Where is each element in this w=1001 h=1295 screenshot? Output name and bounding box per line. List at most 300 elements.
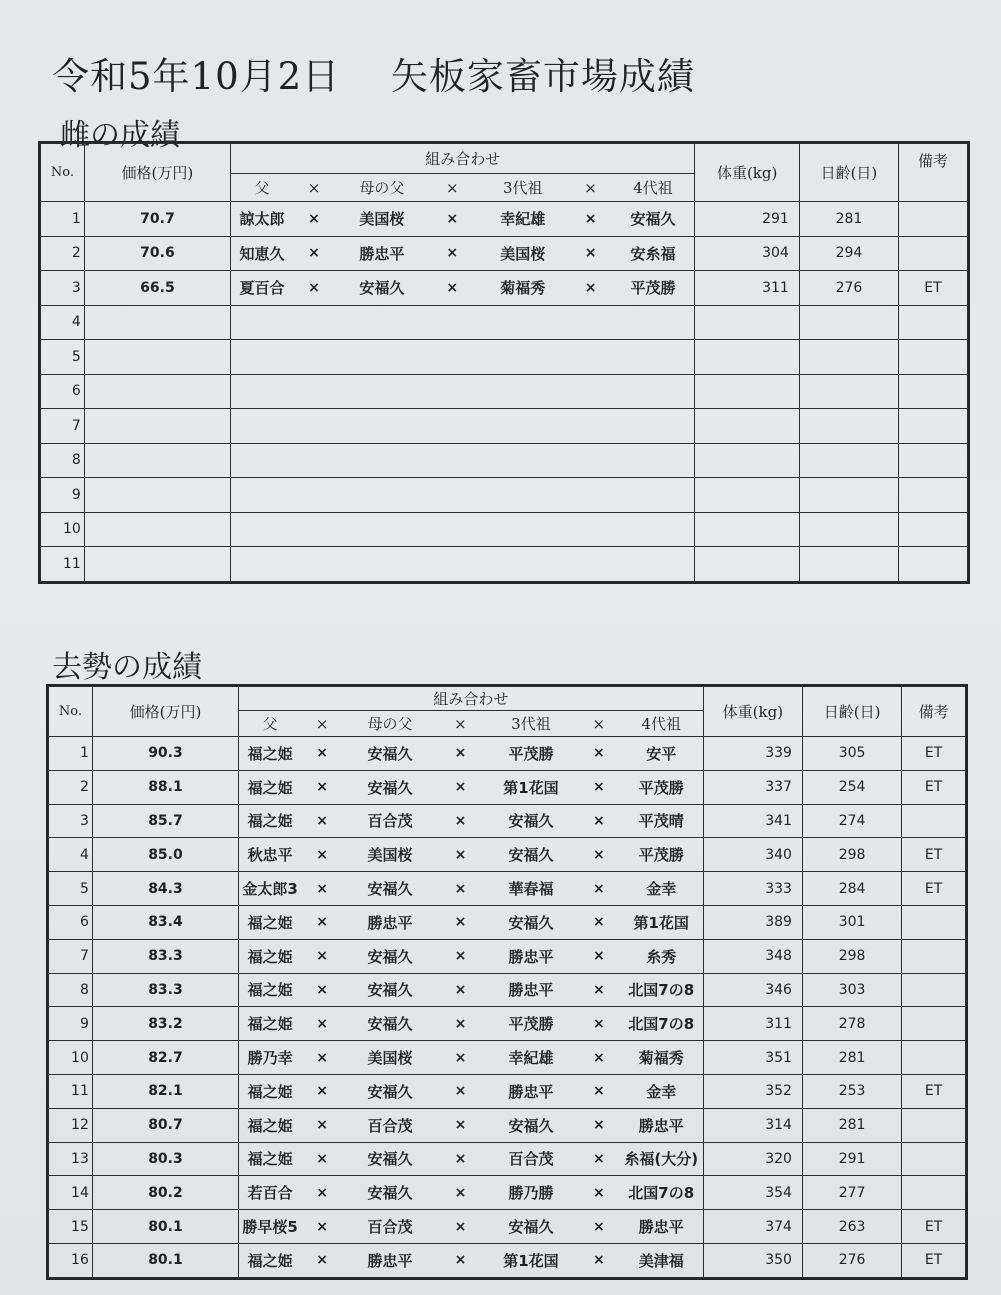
times-sign	[570, 340, 612, 375]
times-sign: ×	[301, 737, 343, 771]
remarks-cell: ET	[902, 838, 966, 872]
fourth-ancestor-cell	[611, 478, 695, 513]
age-cell	[799, 443, 898, 478]
table-row	[49, 1176, 966, 1210]
header-price: 価格(万円)	[92, 687, 238, 737]
remarks-cell	[899, 374, 968, 409]
age-cell: 298	[802, 838, 901, 872]
row-number: 6	[49, 905, 93, 939]
times-sign: ×	[578, 804, 620, 838]
weight-cell: 314	[703, 1108, 802, 1142]
times-sign	[570, 478, 612, 513]
times-sign: ×	[293, 202, 335, 237]
fourth-ancestor-cell: 北国7の8	[620, 1176, 704, 1210]
header-mothers-father: 母の父	[335, 174, 429, 202]
age-cell: 281	[802, 1108, 901, 1142]
price-cell: 80.1	[92, 1210, 238, 1244]
age-cell: 298	[802, 939, 901, 973]
weight-cell	[695, 478, 799, 513]
father-cell: 福之姫	[239, 1074, 302, 1108]
father-cell: 若百合	[239, 1176, 302, 1210]
age-cell: 277	[802, 1176, 901, 1210]
price-cell	[84, 409, 230, 444]
header-age: 日齢(日)	[799, 144, 898, 202]
third-ancestor-cell	[476, 547, 570, 582]
table-row	[49, 939, 966, 973]
times-sign	[570, 547, 612, 582]
weight-cell: 304	[695, 236, 799, 271]
female-section-title: 雌の成績	[60, 118, 180, 153]
times-sign: ×	[578, 973, 620, 1007]
third-ancestor-cell: 平茂勝	[484, 737, 578, 771]
times-sign: ×	[301, 838, 343, 872]
price-cell	[84, 305, 230, 340]
father-cell: 夏百合	[230, 271, 293, 306]
table-row	[41, 340, 968, 375]
third-ancestor-cell: 幸紀雄	[476, 202, 570, 237]
times-sign: ×	[301, 939, 343, 973]
father-cell	[230, 443, 293, 478]
price-cell: 80.1	[92, 1243, 238, 1277]
fourth-ancestor-cell	[611, 374, 695, 409]
times-sign: ×	[301, 973, 343, 1007]
third-ancestor-cell	[476, 409, 570, 444]
table-row	[49, 872, 966, 906]
times-sign	[293, 512, 335, 547]
mothers-father-cell: 美国桜	[343, 1041, 437, 1075]
header-remarks: 備考	[902, 687, 966, 737]
times-sign: ×	[578, 770, 620, 804]
table-row	[49, 1041, 966, 1075]
remarks-cell	[899, 340, 968, 375]
age-cell	[799, 547, 898, 582]
times-sign: ×	[301, 804, 343, 838]
price-cell	[84, 547, 230, 582]
price-cell: 88.1	[92, 770, 238, 804]
mothers-father-cell	[335, 340, 429, 375]
fourth-ancestor-cell: 北国7の8	[620, 1007, 704, 1041]
times-sign: ×	[437, 770, 484, 804]
table-row	[41, 305, 968, 340]
times-sign: ×	[301, 1142, 343, 1176]
remarks-cell: ET	[902, 872, 966, 906]
table-row	[41, 236, 968, 271]
weight-cell: 352	[703, 1074, 802, 1108]
times-sign	[293, 547, 335, 582]
table-row	[49, 1142, 966, 1176]
weight-cell	[695, 340, 799, 375]
table-row	[41, 547, 968, 582]
row-number: 11	[49, 1074, 93, 1108]
weight-cell	[695, 409, 799, 444]
fourth-ancestor-cell: 平茂勝	[620, 770, 704, 804]
father-cell: 知恵久	[230, 236, 293, 271]
age-cell	[799, 409, 898, 444]
age-cell: 281	[802, 1041, 901, 1075]
father-cell	[230, 512, 293, 547]
mothers-father-cell: 百合茂	[343, 1108, 437, 1142]
weight-cell: 337	[703, 770, 802, 804]
mothers-father-cell: 安福久	[343, 939, 437, 973]
header-times: ×	[301, 711, 343, 737]
row-number: 12	[49, 1108, 93, 1142]
times-sign	[293, 305, 335, 340]
third-ancestor-cell: 安福久	[484, 804, 578, 838]
fourth-ancestor-cell: 安糸福	[611, 236, 695, 271]
price-cell: 82.7	[92, 1041, 238, 1075]
mothers-father-cell	[335, 305, 429, 340]
age-cell	[799, 478, 898, 513]
times-sign	[570, 512, 612, 547]
weight-cell: 374	[703, 1210, 802, 1244]
times-sign	[429, 478, 476, 513]
weight-cell: 291	[695, 202, 799, 237]
row-number: 4	[49, 838, 93, 872]
third-ancestor-cell: 菊福秀	[476, 271, 570, 306]
remarks-cell	[899, 305, 968, 340]
age-cell: 303	[802, 973, 901, 1007]
age-cell: 263	[802, 1210, 901, 1244]
price-cell	[84, 340, 230, 375]
remarks-cell	[902, 1007, 966, 1041]
remarks-cell	[902, 1041, 966, 1075]
father-cell: 福之姫	[239, 770, 302, 804]
price-cell: 83.3	[92, 939, 238, 973]
steer-results-table	[48, 686, 966, 1278]
times-sign	[429, 305, 476, 340]
father-cell: 勝乃幸	[239, 1041, 302, 1075]
father-cell: 福之姫	[239, 737, 302, 771]
times-sign: ×	[578, 1243, 620, 1277]
third-ancestor-cell: 第1花国	[484, 1243, 578, 1277]
weight-cell	[695, 374, 799, 409]
remarks-cell	[902, 804, 966, 838]
fourth-ancestor-cell: 平茂勝	[611, 271, 695, 306]
remarks-cell: ET	[902, 770, 966, 804]
row-number: 1	[49, 737, 93, 771]
mothers-father-cell	[335, 443, 429, 478]
row-number: 15	[49, 1210, 93, 1244]
remarks-cell	[899, 202, 968, 237]
times-sign: ×	[429, 202, 476, 237]
mothers-father-cell: 安福久	[343, 1142, 437, 1176]
times-sign	[293, 340, 335, 375]
father-cell: 秋忠平	[239, 838, 302, 872]
row-number: 2	[41, 236, 85, 271]
mothers-father-cell: 美国桜	[335, 202, 429, 237]
row-number: 7	[49, 939, 93, 973]
father-cell	[230, 305, 293, 340]
times-sign: ×	[301, 1210, 343, 1244]
times-sign: ×	[578, 939, 620, 973]
mothers-father-cell: 安福久	[343, 1176, 437, 1210]
times-sign: ×	[301, 1243, 343, 1277]
header-weight: 体重(kg)	[703, 687, 802, 737]
age-cell: 284	[802, 872, 901, 906]
times-sign	[570, 443, 612, 478]
remarks-cell	[899, 512, 968, 547]
remarks-cell	[902, 1142, 966, 1176]
price-cell: 82.1	[92, 1074, 238, 1108]
times-sign: ×	[437, 804, 484, 838]
times-sign: ×	[578, 1007, 620, 1041]
header-age: 日齢(日)	[802, 687, 901, 737]
times-sign: ×	[301, 1176, 343, 1210]
header-father: 父	[230, 174, 293, 202]
table-row	[49, 1108, 966, 1142]
age-cell: 253	[802, 1074, 901, 1108]
row-number: 8	[41, 443, 85, 478]
times-sign	[429, 340, 476, 375]
remarks-cell	[899, 443, 968, 478]
times-sign	[429, 547, 476, 582]
times-sign: ×	[578, 1142, 620, 1176]
remarks-cell	[902, 973, 966, 1007]
third-ancestor-cell: 第1花国	[484, 770, 578, 804]
table-row	[41, 512, 968, 547]
times-sign: ×	[570, 271, 612, 306]
fourth-ancestor-cell: 美津福	[620, 1243, 704, 1277]
mothers-father-cell: 安福久	[343, 1074, 437, 1108]
price-cell	[84, 478, 230, 513]
remarks-cell	[902, 1108, 966, 1142]
third-ancestor-cell: 勝乃勝	[484, 1176, 578, 1210]
header-times: ×	[293, 174, 335, 202]
weight-cell: 354	[703, 1176, 802, 1210]
times-sign: ×	[437, 1243, 484, 1277]
row-number: 9	[49, 1007, 93, 1041]
fourth-ancestor-cell: 安平	[620, 737, 704, 771]
times-sign: ×	[301, 770, 343, 804]
times-sign: ×	[301, 905, 343, 939]
mothers-father-cell: 安福久	[343, 770, 437, 804]
table-row	[49, 1210, 966, 1244]
father-cell: 金太郎3	[239, 872, 302, 906]
times-sign	[570, 305, 612, 340]
third-ancestor-cell	[476, 340, 570, 375]
times-sign: ×	[570, 202, 612, 237]
times-sign: ×	[301, 1041, 343, 1075]
times-sign	[429, 443, 476, 478]
times-sign: ×	[578, 1041, 620, 1075]
times-sign: ×	[578, 1176, 620, 1210]
times-sign: ×	[437, 1007, 484, 1041]
father-cell: 勝早桜5	[239, 1210, 302, 1244]
age-cell: 294	[799, 236, 898, 271]
age-cell: 301	[802, 905, 901, 939]
fourth-ancestor-cell	[611, 547, 695, 582]
row-number: 6	[41, 374, 85, 409]
mothers-father-cell: 百合茂	[343, 1210, 437, 1244]
table-row	[49, 1007, 966, 1041]
fourth-ancestor-cell: 糸福(大分)	[620, 1142, 704, 1176]
header-times: ×	[570, 174, 612, 202]
third-ancestor-cell: 勝忠平	[484, 1074, 578, 1108]
price-cell: 80.2	[92, 1176, 238, 1210]
times-sign: ×	[301, 1074, 343, 1108]
times-sign: ×	[301, 1108, 343, 1142]
father-cell: 福之姫	[239, 905, 302, 939]
fourth-ancestor-cell	[611, 443, 695, 478]
times-sign: ×	[578, 838, 620, 872]
age-cell: 276	[802, 1243, 901, 1277]
price-cell: 84.3	[92, 872, 238, 906]
row-number: 3	[41, 271, 85, 306]
fourth-ancestor-cell	[611, 409, 695, 444]
third-ancestor-cell: 幸紀雄	[484, 1041, 578, 1075]
remarks-cell	[899, 547, 968, 582]
third-ancestor-cell: 華春福	[484, 872, 578, 906]
header-father: 父	[239, 711, 302, 737]
times-sign	[293, 443, 335, 478]
mothers-father-cell: 安福久	[343, 1007, 437, 1041]
third-ancestor-cell	[476, 374, 570, 409]
row-number: 16	[49, 1243, 93, 1277]
fourth-ancestor-cell	[611, 340, 695, 375]
price-cell: 70.6	[84, 236, 230, 271]
times-sign: ×	[437, 737, 484, 771]
age-cell	[799, 340, 898, 375]
age-cell: 291	[802, 1142, 901, 1176]
row-number: 10	[41, 512, 85, 547]
remarks-cell: ET	[899, 271, 968, 306]
third-ancestor-cell	[476, 512, 570, 547]
remarks-cell	[899, 478, 968, 513]
price-cell	[84, 512, 230, 547]
row-number: 10	[49, 1041, 93, 1075]
weight-cell: 341	[703, 804, 802, 838]
table-row	[41, 443, 968, 478]
price-cell: 80.3	[92, 1142, 238, 1176]
times-sign: ×	[437, 905, 484, 939]
third-ancestor-cell: 安福久	[484, 905, 578, 939]
table-row	[49, 905, 966, 939]
times-sign: ×	[578, 1074, 620, 1108]
third-ancestor-cell	[476, 305, 570, 340]
remarks-cell: ET	[902, 1243, 966, 1277]
times-sign	[293, 374, 335, 409]
times-sign: ×	[437, 1074, 484, 1108]
mothers-father-cell: 美国桜	[343, 838, 437, 872]
fourth-ancestor-cell: 金幸	[620, 1074, 704, 1108]
table-row	[49, 804, 966, 838]
weight-cell	[695, 305, 799, 340]
weight-cell: 389	[703, 905, 802, 939]
third-ancestor-cell: 美国桜	[476, 236, 570, 271]
row-number: 13	[49, 1142, 93, 1176]
fourth-ancestor-cell	[611, 512, 695, 547]
fourth-ancestor-cell: 北国7の8	[620, 973, 704, 1007]
third-ancestor-cell: 安福久	[484, 1210, 578, 1244]
weight-cell: 348	[703, 939, 802, 973]
fourth-ancestor-cell: 勝忠平	[620, 1108, 704, 1142]
row-number: 4	[41, 305, 85, 340]
weight-cell: 339	[703, 737, 802, 771]
times-sign	[293, 478, 335, 513]
header-remarks: 備考	[899, 144, 968, 202]
weight-cell: 311	[703, 1007, 802, 1041]
price-cell: 70.7	[84, 202, 230, 237]
times-sign: ×	[437, 1142, 484, 1176]
table-row	[49, 973, 966, 1007]
times-sign: ×	[578, 737, 620, 771]
mothers-father-cell: 安福久	[343, 737, 437, 771]
header-times: ×	[578, 711, 620, 737]
row-number: 11	[41, 547, 85, 582]
remarks-cell	[902, 1176, 966, 1210]
header-gen3: 3代祖	[484, 711, 578, 737]
times-sign: ×	[437, 973, 484, 1007]
times-sign: ×	[293, 271, 335, 306]
table-row	[49, 838, 966, 872]
weight-cell: 340	[703, 838, 802, 872]
age-cell: 276	[799, 271, 898, 306]
times-sign	[429, 512, 476, 547]
table-row	[49, 770, 966, 804]
age-cell	[799, 512, 898, 547]
price-cell: 66.5	[84, 271, 230, 306]
age-cell	[799, 374, 898, 409]
mothers-father-cell	[335, 409, 429, 444]
father-cell: 福之姫	[239, 1243, 302, 1277]
mothers-father-cell: 勝忠平	[343, 1243, 437, 1277]
father-cell: 福之姫	[239, 973, 302, 1007]
fourth-ancestor-cell: 勝忠平	[620, 1210, 704, 1244]
times-sign: ×	[437, 838, 484, 872]
table-row	[49, 1243, 966, 1277]
header-combination: 組み合わせ	[230, 144, 694, 174]
times-sign	[570, 409, 612, 444]
price-cell: 85.0	[92, 838, 238, 872]
mothers-father-cell: 百合茂	[343, 804, 437, 838]
header-combination: 組み合わせ	[239, 687, 704, 711]
times-sign: ×	[429, 236, 476, 271]
times-sign	[293, 409, 335, 444]
times-sign: ×	[429, 271, 476, 306]
father-cell: 福之姫	[239, 1007, 302, 1041]
mothers-father-cell	[335, 374, 429, 409]
times-sign: ×	[437, 1176, 484, 1210]
table-row	[49, 1074, 966, 1108]
row-number: 7	[41, 409, 85, 444]
fourth-ancestor-cell: 第1花国	[620, 905, 704, 939]
price-cell: 90.3	[92, 737, 238, 771]
third-ancestor-cell: 安福久	[484, 838, 578, 872]
father-cell	[230, 478, 293, 513]
age-cell: 305	[802, 737, 901, 771]
row-number: 2	[49, 770, 93, 804]
fourth-ancestor-cell: 平茂勝	[620, 838, 704, 872]
weight-cell	[695, 512, 799, 547]
times-sign	[570, 374, 612, 409]
header-times: ×	[437, 711, 484, 737]
age-cell: 274	[802, 804, 901, 838]
mothers-father-cell: 安福久	[343, 973, 437, 1007]
times-sign	[429, 409, 476, 444]
father-cell: 福之姫	[239, 939, 302, 973]
steer-section-title: 去勢の成績	[52, 650, 202, 685]
table-row	[49, 737, 966, 771]
header-no: No.	[41, 144, 85, 202]
father-cell: 福之姫	[239, 1108, 302, 1142]
row-number: 5	[49, 872, 93, 906]
age-cell: 278	[802, 1007, 901, 1041]
fourth-ancestor-cell: 安福久	[611, 202, 695, 237]
remarks-cell: ET	[902, 1210, 966, 1244]
table-row	[41, 374, 968, 409]
table-row	[41, 478, 968, 513]
price-cell: 80.7	[92, 1108, 238, 1142]
